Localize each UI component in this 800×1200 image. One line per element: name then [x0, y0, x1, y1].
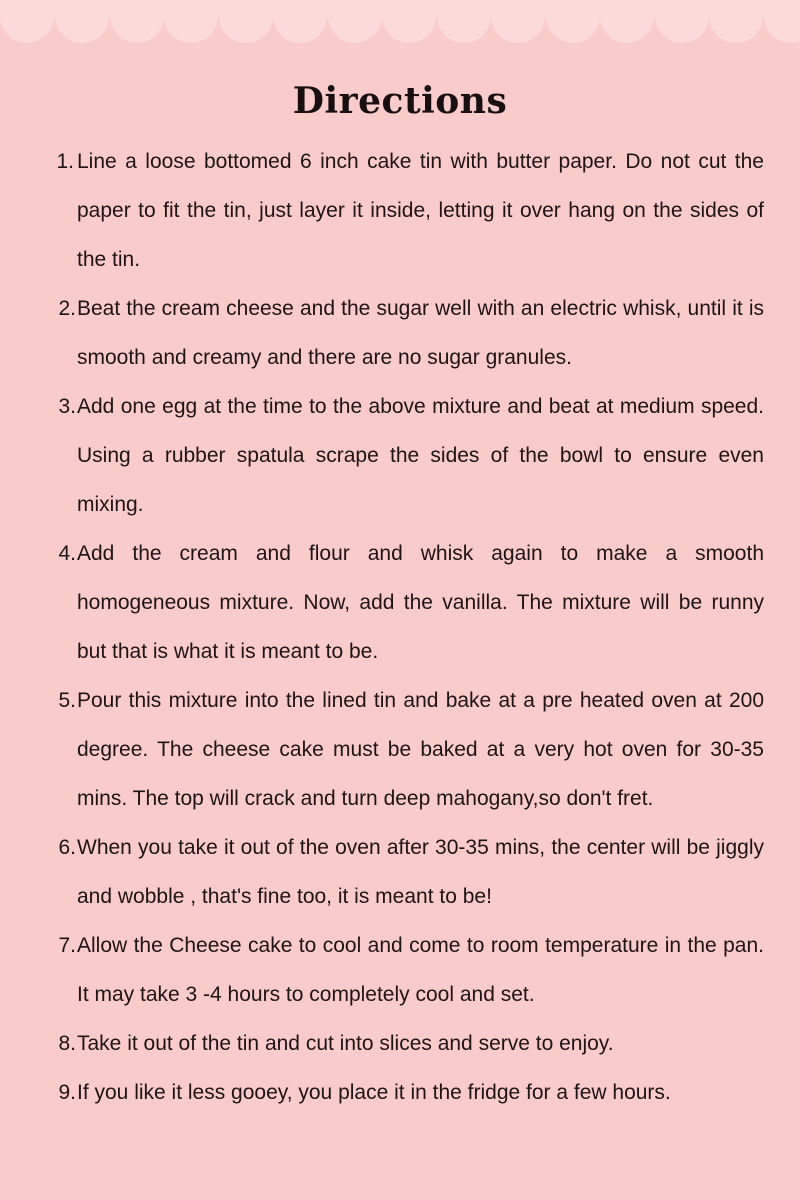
step-number: 2. — [58, 297, 76, 320]
step-item — [50, 382, 764, 529]
step-text: Take it out of the tin and cut into slices and serve to enjoy. — [77, 1032, 614, 1055]
step-number: 5. — [58, 689, 76, 712]
step-number: 1. — [56, 150, 74, 173]
step-text: Add one egg at the time to the above mixture and beat at medium speed. Using a rubber spatula scrape the sides of the bowl to ensure even mixing. — [77, 395, 764, 516]
step-number: 9. — [58, 1081, 76, 1104]
step-number: 7. — [58, 934, 76, 957]
page-title: Directions — [292, 80, 508, 122]
step-text: If you like it less gooey, you place it in the fridge for a few hours. — [77, 1081, 671, 1104]
step-item — [50, 284, 764, 382]
step-item — [50, 137, 764, 284]
step-item — [50, 529, 764, 676]
step-item — [50, 921, 764, 1019]
step-item — [50, 1068, 764, 1117]
step-text: Pour this mixture into the lined tin and bake at a pre heated oven at 200 degree. The cheese cake must be baked at a very hot oven for 30-35 mins. The top will crack and turn deep mahogany,so don't fret. — [77, 689, 764, 810]
step-text: Beat the cream cheese and the sugar well with an electric whisk, until it is smooth and creamy and there are no sugar granules. — [77, 297, 764, 369]
step-text: Allow the Cheese cake to cool and come to room temperature in the pan. It may take 3 -4 hours to completely cool and set. — [77, 934, 764, 1006]
step-number: 3. — [58, 395, 76, 418]
scallop-decoration — [0, 0, 800, 46]
step-text: Line a loose bottomed 6 inch cake tin with butter paper. Do not cut the paper to fit the tin, just layer it inside, letting it over hang on the sides of the tin. — [77, 150, 764, 271]
step-item — [50, 823, 764, 921]
step-text: Add the cream and flour and whisk again to make a smooth homogeneous mixture. Now, add the vanilla. The mixture will be runny but that is what it is meant to be. — [77, 542, 764, 663]
step-number: 8. — [58, 1032, 76, 1055]
step-text: When you take it out of the oven after 30-35 mins, the center will be jiggly and wobble , that's fine too, it is meant to be! — [77, 836, 764, 908]
step-item — [50, 1019, 764, 1068]
scallop-border — [0, 0, 800, 46]
step-number: 4. — [58, 542, 76, 565]
step-item — [50, 676, 764, 823]
directions-list — [50, 137, 764, 1117]
step-number: 6. — [58, 836, 76, 859]
